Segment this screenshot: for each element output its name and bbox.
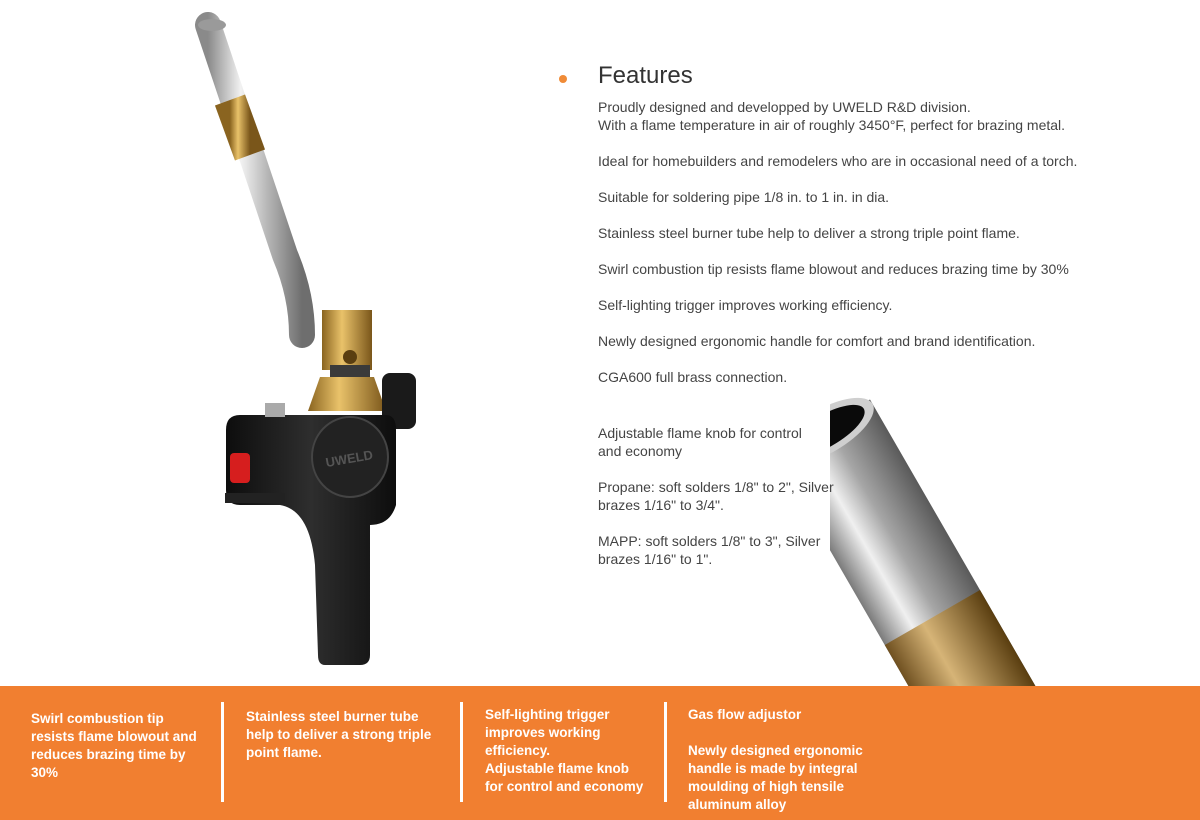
torch-product-image bbox=[190, 5, 450, 675]
feature-item: Ideal for homebuilders and remodelers who are in occasional need of a torch. bbox=[598, 153, 1078, 169]
band-divider bbox=[221, 702, 224, 802]
features-bullet bbox=[559, 75, 567, 83]
features-title: Features bbox=[598, 62, 693, 89]
feature-item: Stainless steel burner tube help to deliver a strong triple point flame. bbox=[598, 225, 1020, 241]
band-col-trigger: Self-lighting trigger improves working efficiency. Adjustable flame knob for control and economy bbox=[485, 707, 644, 794]
feature-item: Self-lighting trigger improves working efficiency. bbox=[598, 297, 893, 313]
spec-item: Propane: soft solders 1/8" to 2", Silver brazes 1/16" to 3/4". bbox=[598, 479, 834, 513]
feature-highlight-band bbox=[0, 686, 1200, 820]
feature-item: CGA600 full brass connection. bbox=[598, 369, 788, 385]
band-col-tube: Stainless steel burner tube help to deliver a strong triple point flame. bbox=[246, 709, 432, 760]
band-col-gas: Gas flow adjustor Newly designed ergonomic handle is made by integral moulding of high tensile aluminum alloy bbox=[688, 707, 863, 812]
spec-list bbox=[598, 424, 838, 586]
band-divider bbox=[460, 702, 463, 802]
feature-item: Suitable for soldering pipe 1/8 in. to 1 in. in dia. bbox=[598, 189, 890, 205]
band-divider bbox=[664, 702, 667, 802]
spec-item: MAPP: soft solders 1/8" to 3", Silver brazes 1/16" to 1". bbox=[598, 533, 821, 567]
features-list bbox=[598, 98, 1098, 404]
spec-item: Adjustable flame knob for control and economy bbox=[598, 425, 802, 459]
feature-item: Swirl combustion tip resists flame blowout and reduces brazing time by 30% bbox=[598, 261, 1069, 277]
feature-item: Proudly designed and developped by UWELD R&D division. With a flame temperature in air of roughly 3450°F, perfect for brazing metal. bbox=[598, 99, 1066, 133]
uweld-logo: UWELD bbox=[324, 447, 374, 471]
feature-item: Newly designed ergonomic handle for comfort and brand identification. bbox=[598, 333, 1036, 349]
band-col-swirl: Swirl combustion tip resists flame blowout and reduces brazing time by 30% bbox=[31, 711, 197, 780]
